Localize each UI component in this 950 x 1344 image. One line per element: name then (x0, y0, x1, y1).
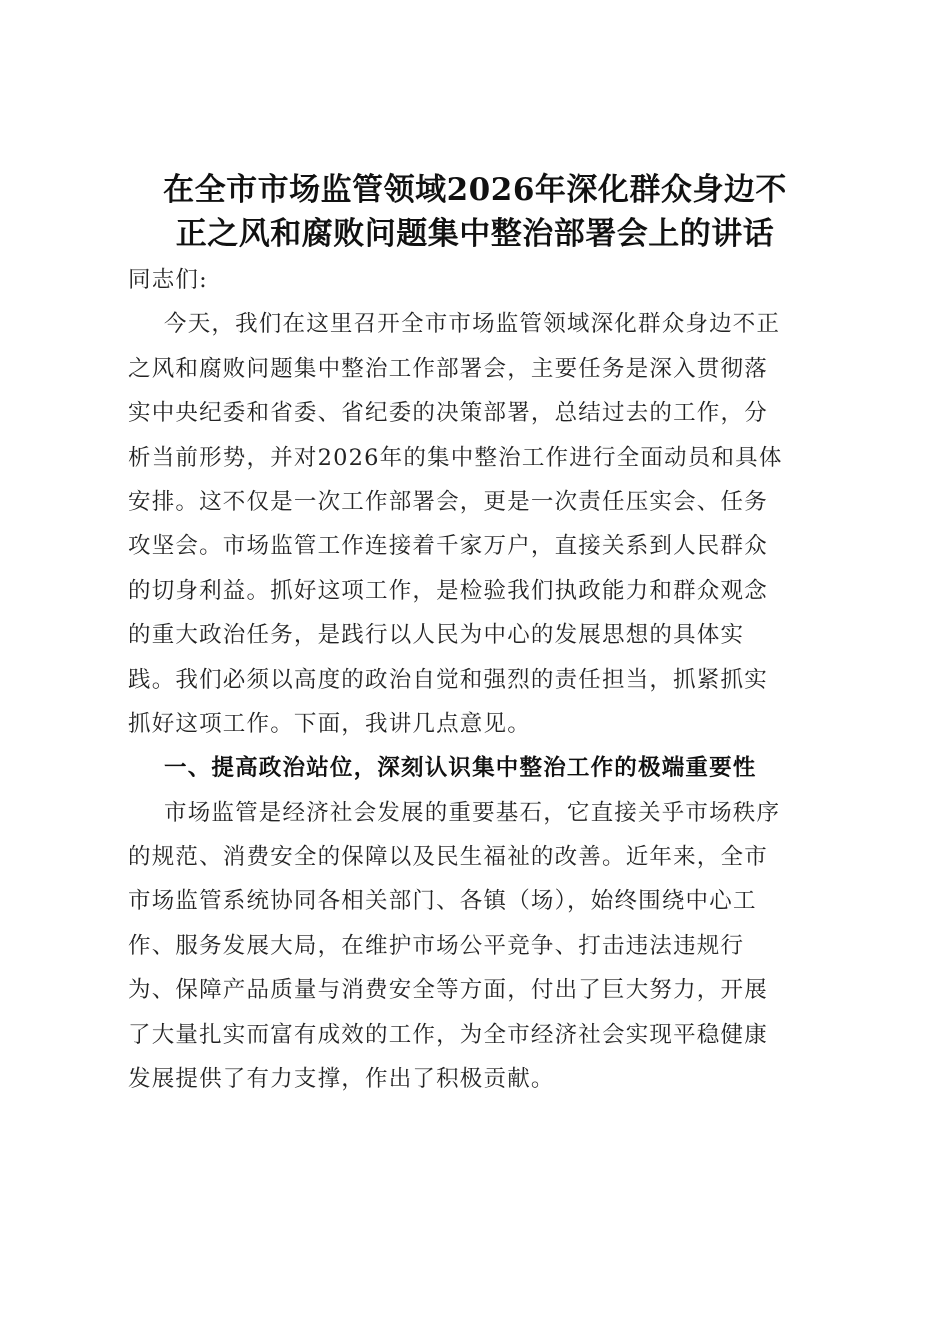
paragraph-2 (128, 791, 828, 1102)
paragraph-1-line: 析当前形势，并对2026年的集中整治工作进行全面动员和具体 (128, 444, 783, 471)
document-title-line-1: 在全市市场监管领域2026年深化群众身边不 (163, 172, 787, 208)
paragraph-2-line: 市场监管系统协同各相关部门、各镇（场），始终围绕中心工 (128, 888, 757, 915)
paragraph-2-line: 的规范、消费安全的保障以及民生福祉的改善。近年来，全市 (128, 844, 768, 871)
paragraph-1-line: 攻坚会。市场监管工作连接着千家万户，直接关系到人民群众 (128, 533, 768, 560)
section-1-heading: 一、提高政治站位，深刻认识集中整治工作的极端重要性 (164, 755, 757, 782)
paragraph-2-line: 为、保障产品质量与消费安全等方面，付出了巨大努力，开展 (128, 977, 768, 1004)
paragraph-1-line: 的切身利益。抓好这项工作，是检验我们执政能力和群众观念 (128, 577, 768, 604)
paragraph-2-line: 市场监管是经济社会发展的重要基石，它直接关乎市场秩序 (164, 799, 781, 826)
paragraph-1-line: 今天，我们在这里召开全市市场监管领域深化群众身边不正 (164, 311, 781, 338)
paragraph-1-line: 践。我们必须以高度的政治自觉和强烈的责任担当，抓紧抓实 (128, 666, 768, 693)
paragraph-1 (128, 302, 828, 746)
document-body (128, 258, 828, 1101)
paragraph-1-line: 之风和腐败问题集中整治工作部署会，主要任务是深入贯彻落 (128, 355, 768, 382)
document-title-line-2: 正之风和腐败问题集中整治部署会上的讲话 (175, 216, 775, 252)
paragraph-1-line: 实中央纪委和省委、省纪委的决策部署，总结过去的工作，分 (128, 400, 768, 427)
paragraph-1-line: 抓好这项工作。下面，我讲几点意见。 (128, 710, 531, 737)
paragraph-2-line: 了大量扎实而富有成效的工作，为全市经济社会实现平稳健康 (128, 1021, 768, 1048)
paragraph-2-line: 发展提供了有力支撑，作出了积极贡献。 (128, 1066, 555, 1093)
paragraph-1-line: 的重大政治任务，是践行以人民为中心的发展思想的具体实 (128, 622, 745, 649)
paragraph-1-line: 安排。这不仅是一次工作部署会，更是一次责任压实会、任务 (128, 488, 768, 515)
salutation: 同志们: (128, 267, 208, 293)
paragraph-2-line: 作、服务发展大局，在维护市场公平竞争、打击违法违规行 (128, 932, 745, 959)
